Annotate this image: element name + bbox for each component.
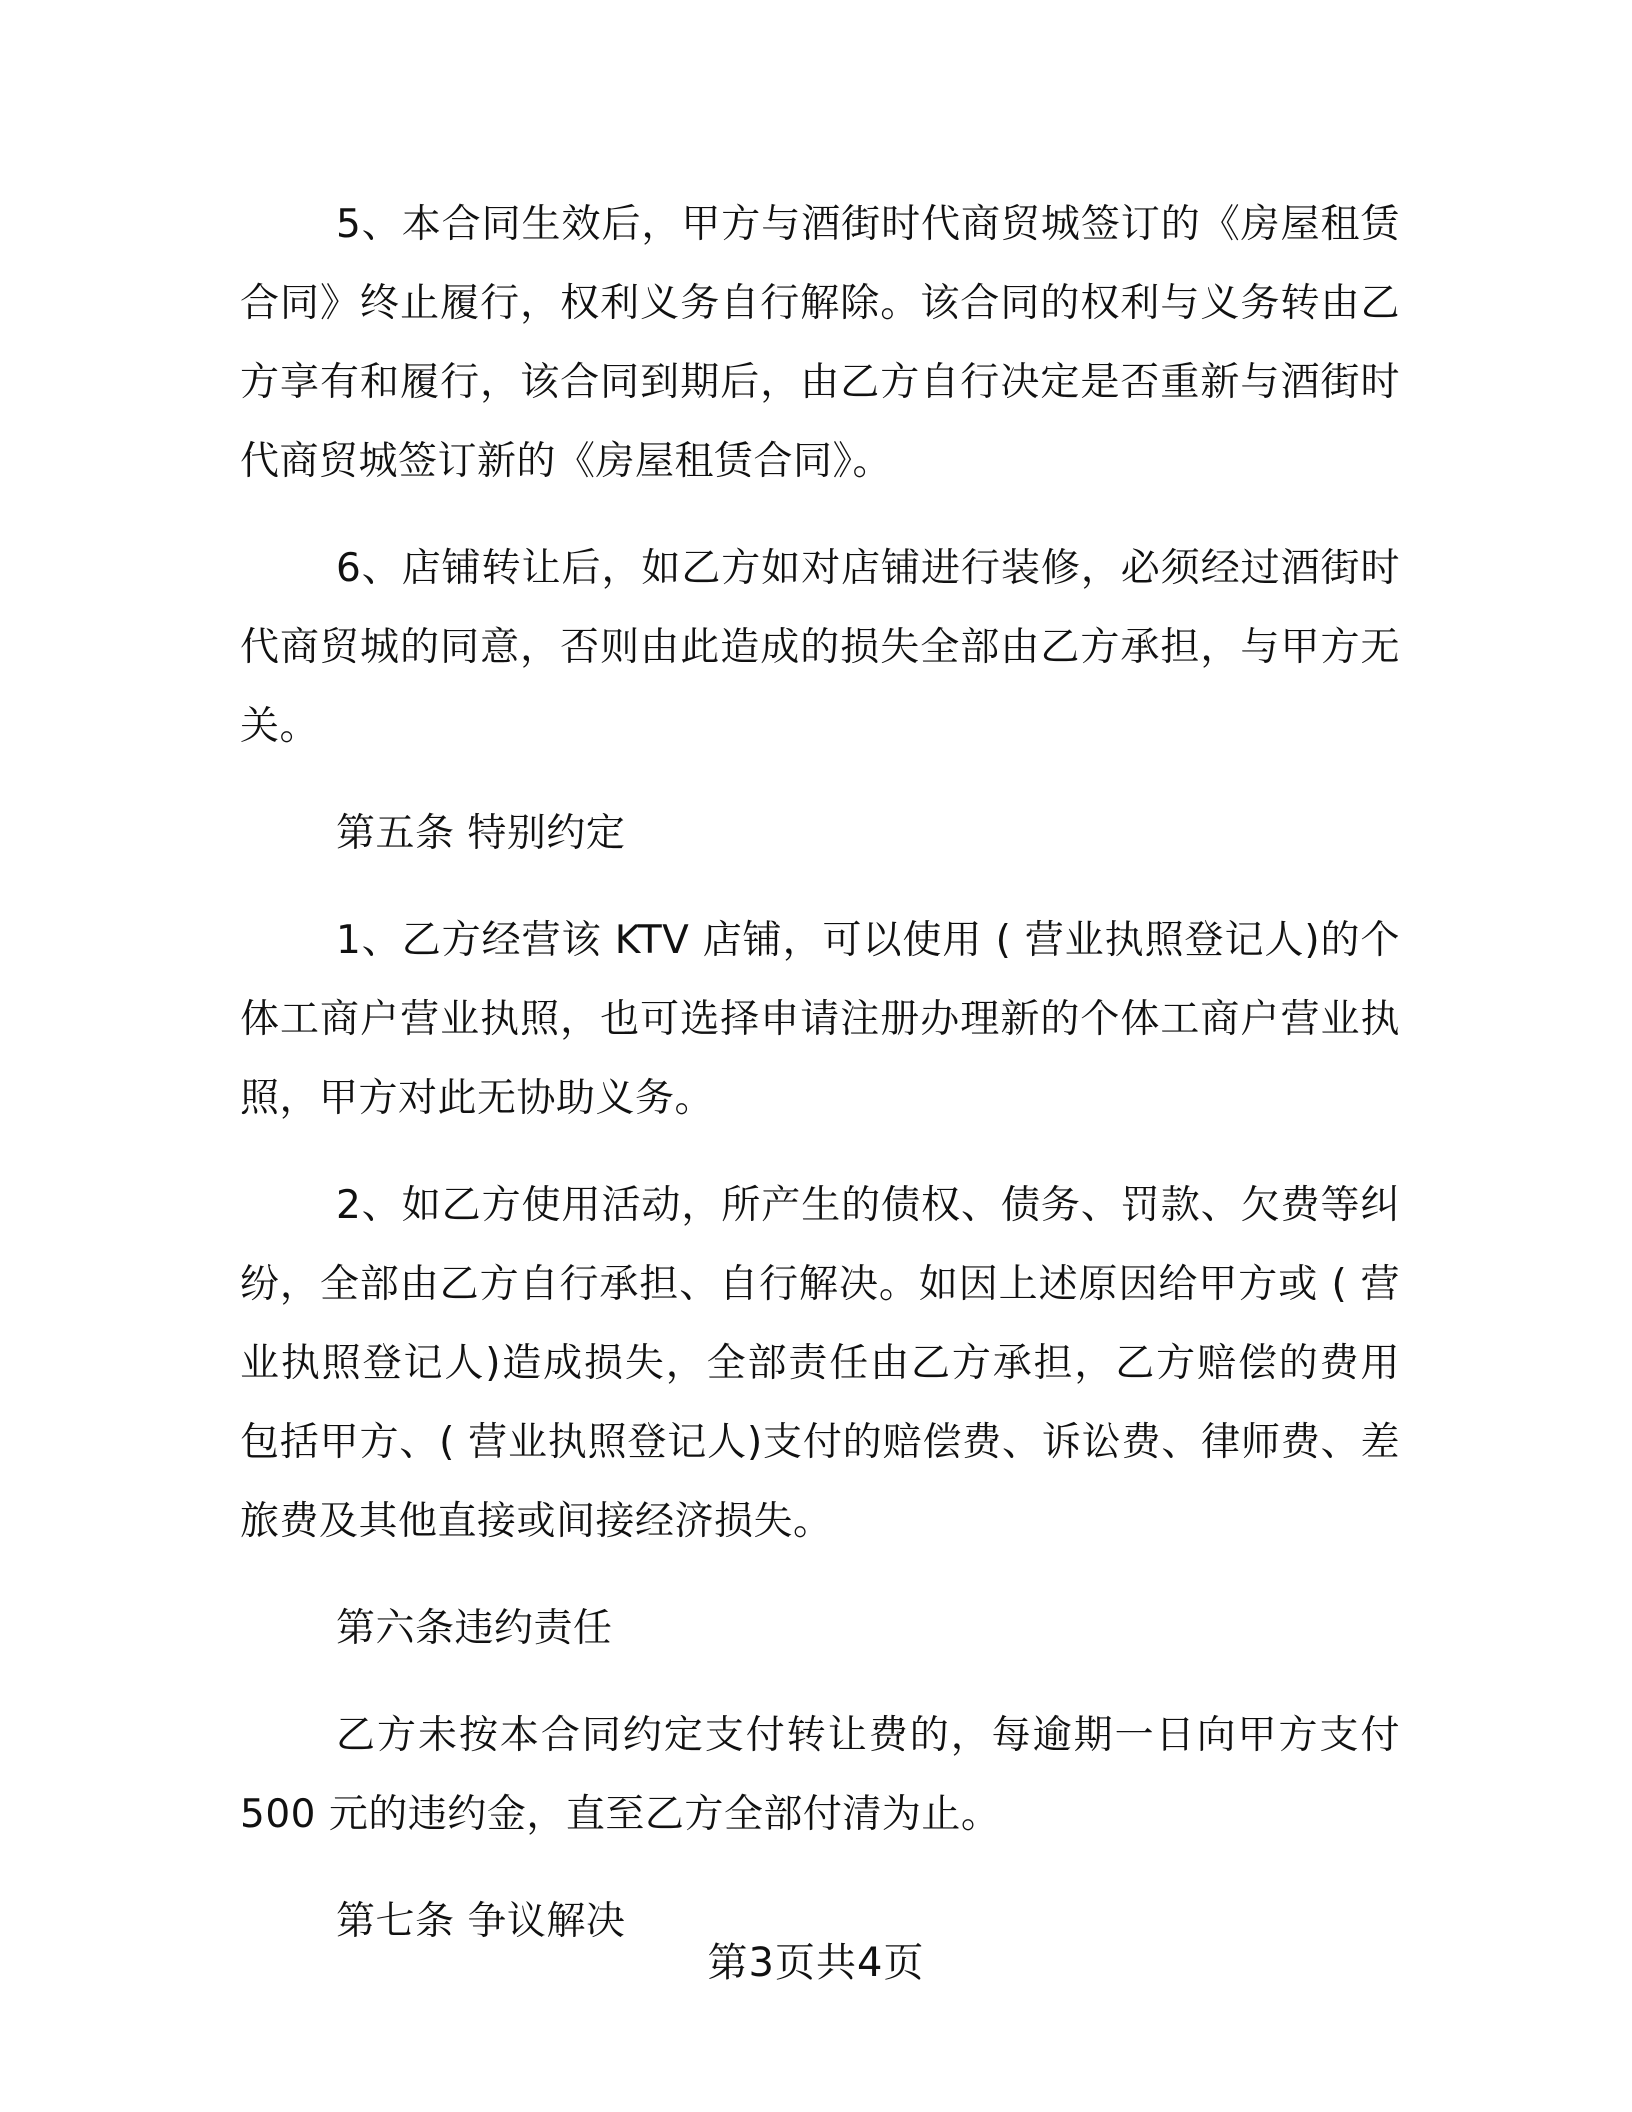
document-body (240, 185, 1400, 1989)
heading-article-5: 第五条 特别约定 (336, 811, 626, 856)
heading-article-6: 第六条违约责任 (336, 1606, 613, 1651)
paragraph-article-6-body: 乙方未按本合同约定支付转让费的，每逾期一日向甲方支付 500 元的违约金，直至乙方全部付清为止。 (240, 1713, 1400, 1837)
heading-article-7: 第七条 争议解决 (336, 1899, 626, 1944)
paragraph-article-5-item-2: 2、如乙方使用活动，所产生的债权、债务、罚款、欠费等纠纷，全部由乙方自行承担、自行解决。如因上述原因给甲方或 ( 营业执照登记人)造成损失，全部责任由乙方承担，乙方赔偿的费用包括甲方、( 营业执照登记人)支付的赔偿费、诉讼费、律师费、差旅费及其他直接或间接经济损失。 (240, 1183, 1400, 1544)
paragraph-clause-6: 6、店铺转让后，如乙方如对店铺进行装修，必须经过酒街时代商贸城的同意，否则由此造成的损失全部由乙方承担，与甲方无关。 (240, 546, 1400, 749)
paragraph-article-5-item-1: 1、乙方经营该 KTV 店铺，可以使用 ( 营业执照登记人)的个体工商户营业执照，也可选择申请注册办理新的个体工商户营业执照，甲方对此无协助义务。 (240, 918, 1400, 1121)
page-number-footer: 第3页共4页 (707, 1940, 925, 1986)
paragraph-clause-5: 5、本合同生效后，甲方与酒街时代商贸城签订的《房屋租赁合同》终止履行，权利义务自行解除。该合同的权利与义务转由乙方享有和履行，该合同到期后，由乙方自行决定是否重新与酒街时代商贸城签订新的《房屋租赁合同》。 (240, 202, 1400, 484)
